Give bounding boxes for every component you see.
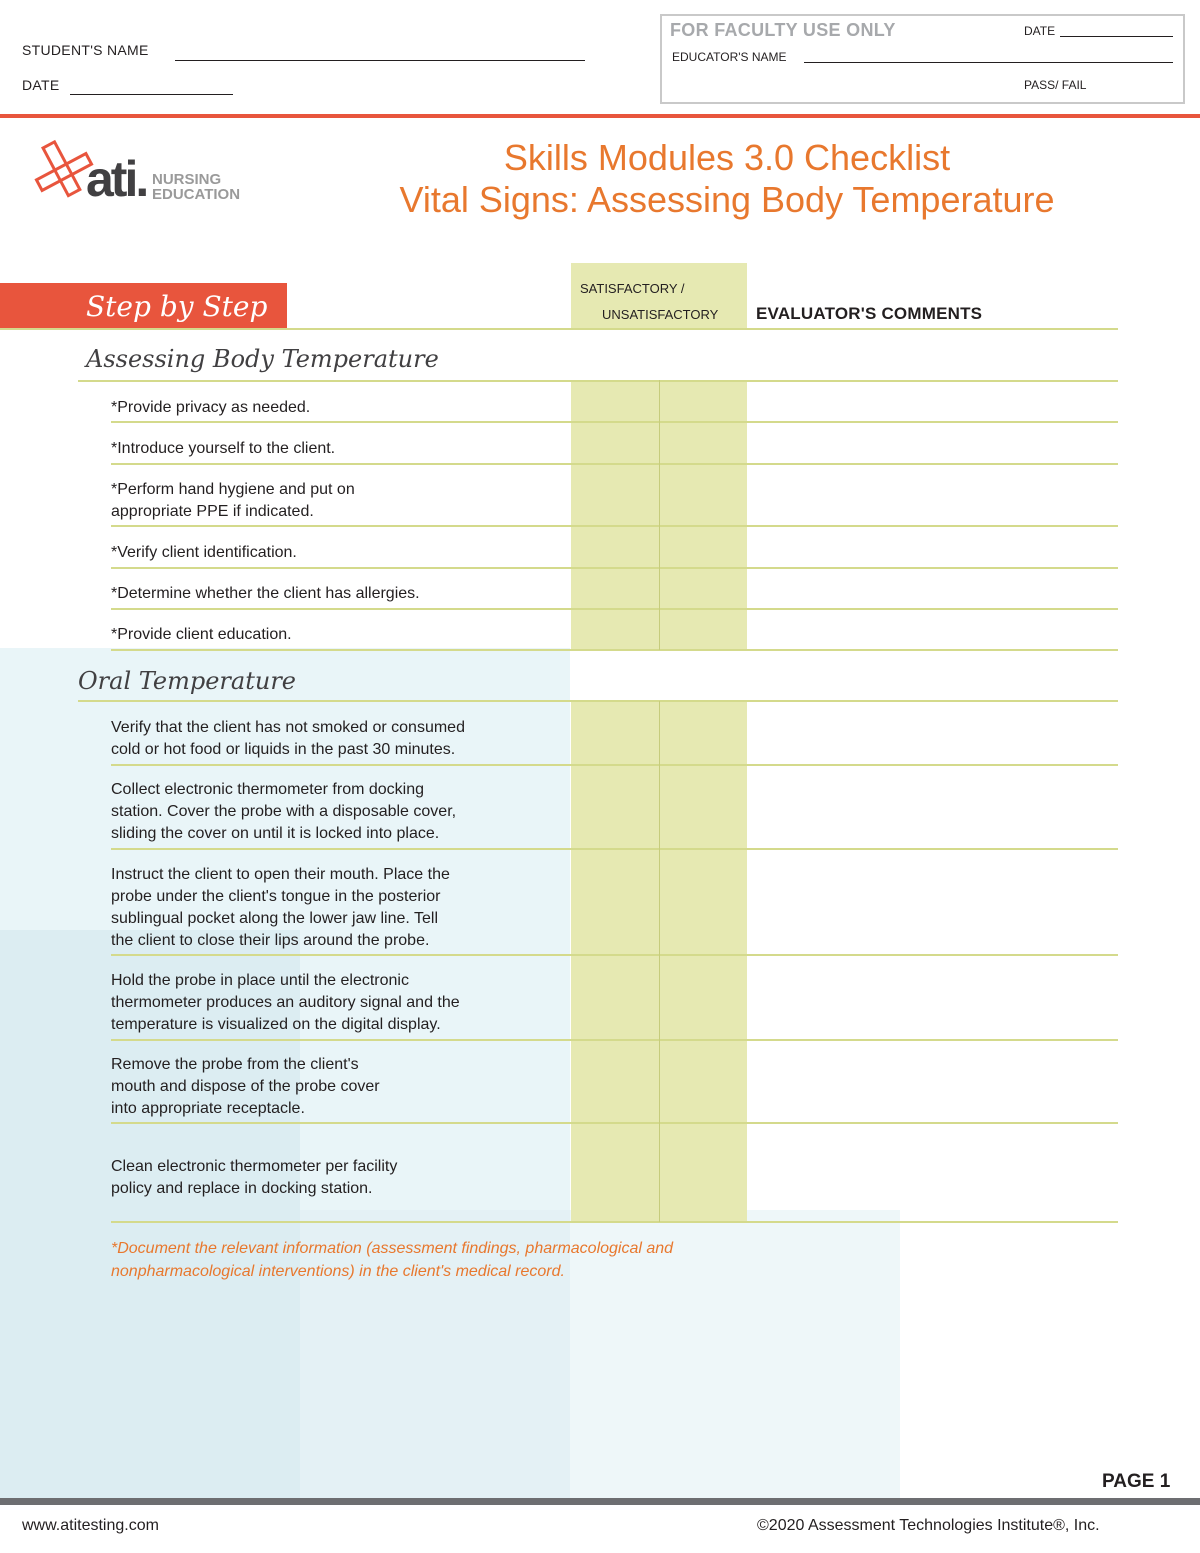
faculty-date-field[interactable]: [1060, 36, 1173, 37]
section-heading-assessing: Assessing Body Temperature: [86, 345, 439, 373]
date-label: DATE: [22, 77, 60, 93]
row-divider: [111, 954, 1118, 956]
educator-name-label: EDUCATOR'S NAME: [672, 50, 787, 64]
checklist-item: Hold the probe in place until the electronic thermometer produces an auditory signal and the temperature is visualized on the digital display.: [111, 972, 460, 1033]
checklist-item: *Determine whether the client has allergies.: [111, 585, 420, 602]
row-divider: [111, 764, 1118, 766]
section-heading-oral: Oral Temperature: [78, 667, 296, 695]
row-divider: [111, 649, 1118, 651]
row-divider: [78, 380, 1118, 382]
checklist-item: Clean electronic thermometer per facility policy and replace in docking station.: [111, 1158, 398, 1197]
website-link[interactable]: www.atitesting.com: [22, 1517, 159, 1534]
row-divider: [111, 421, 1118, 423]
educator-name-field[interactable]: [804, 62, 1173, 63]
unsatisfactory-label: UNSATISFACTORY: [602, 307, 719, 322]
page-number: PAGE 1: [1102, 1471, 1171, 1492]
row-divider: [111, 463, 1118, 465]
checklist-item: Instruct the client to open their mouth. Place the probe under the client's tongue in the posterior sublingual pocket along the lower jaw line. Tell the client to close their lips around the probe.: [111, 866, 450, 949]
row-divider: [111, 525, 1118, 527]
documentation-note: *Document the relevant information (assessment findings, pharmacological and nonpharmacological interventions) in the client's medical record.: [111, 1240, 674, 1280]
checklist-item: *Provide privacy as needed.: [111, 399, 311, 416]
date-field[interactable]: [70, 94, 233, 95]
row-divider: [111, 848, 1118, 850]
page-title: [327, 137, 1127, 221]
student-name-label: STUDENT'S NAME: [22, 42, 149, 58]
title-line2: Vital Signs: Assessing Body Temperature: [399, 179, 1055, 220]
table-header-rule: [0, 328, 1118, 330]
logo-line1: NURSING: [152, 171, 222, 188]
faculty-title: FOR FACULTY USE ONLY: [670, 20, 896, 40]
checklist-item: Verify that the client has not smoked or consumed cold or hot food or liquids in the past 30 minutes.: [111, 719, 465, 758]
copyright-text: ©2020 Assessment Technologies Institute®, Inc.: [757, 1517, 1100, 1534]
checklist-item: *Perform hand hygiene and put on appropriate PPE if indicated.: [111, 481, 355, 520]
checklist-item: *Verify client identification.: [111, 544, 297, 561]
column-divider: [659, 380, 660, 650]
step-by-step-band: [0, 283, 287, 330]
row-divider: [111, 608, 1118, 610]
header-divider: [0, 114, 1200, 118]
faculty-date-label: DATE: [1024, 24, 1056, 38]
step-by-step-label: Step by Step: [86, 290, 268, 323]
checklist-item: Collect electronic thermometer from docking station. Cover the probe with a disposable cover, sliding the cover on until it is locked into place.: [111, 781, 457, 842]
logo-word: ati.: [86, 151, 147, 207]
title-line1: Skills Modules 3.0 Checklist: [503, 137, 951, 178]
ati-logo: [28, 136, 258, 206]
footer-bar: [0, 1498, 1200, 1505]
satisfactory-label: SATISFACTORY /: [580, 281, 685, 296]
row-divider: [111, 1221, 1118, 1223]
row-divider: [111, 567, 1118, 569]
checklist-item: *Introduce yourself to the client.: [111, 440, 336, 457]
pass-fail-label: PASS/ FAIL: [1024, 78, 1087, 92]
evaluator-comments-header: EVALUATOR'S COMMENTS: [756, 304, 983, 323]
row-divider: [111, 1122, 1118, 1124]
column-divider: [659, 701, 660, 1222]
checklist-item: Remove the probe from the client's mouth and dispose of the probe cover into appropriate receptacle.: [111, 1056, 380, 1117]
student-name-field[interactable]: [175, 60, 585, 61]
row-divider: [111, 1039, 1118, 1041]
logo-line2: EDUCATION: [152, 186, 241, 203]
row-divider: [78, 700, 1118, 702]
faculty-use-box: [660, 14, 1185, 104]
checklist-item: *Provide client education.: [111, 626, 292, 643]
